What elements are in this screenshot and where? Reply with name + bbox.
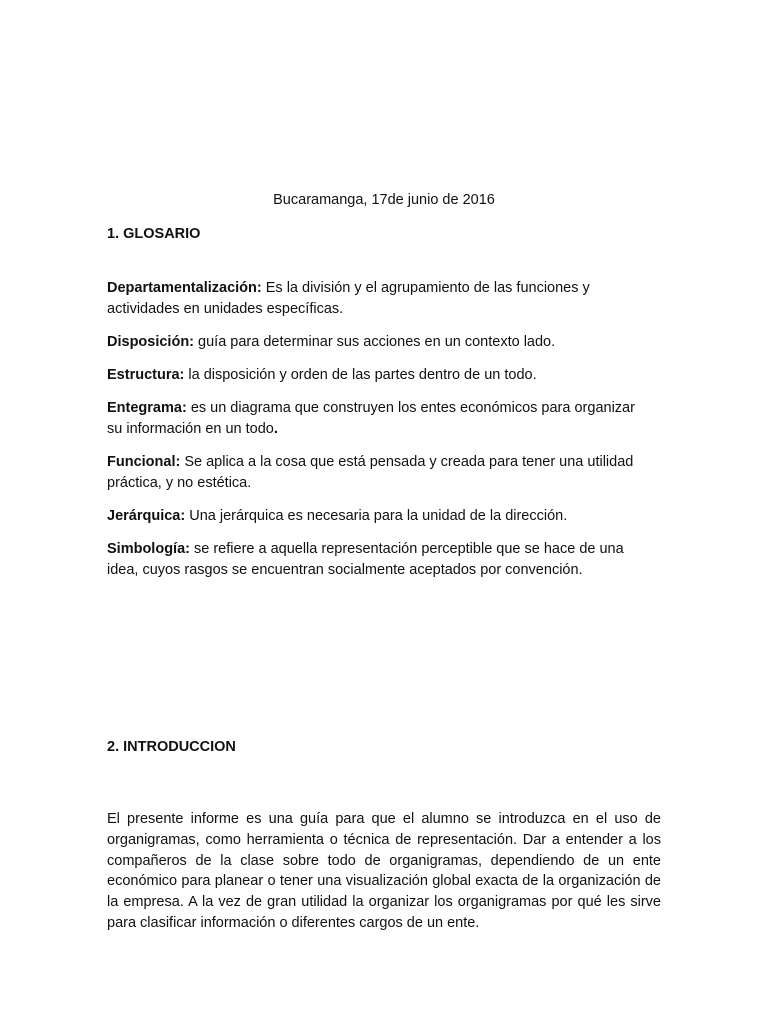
glossary-term: Departamentalización:	[107, 280, 262, 296]
glossary-term: Entegrama:	[107, 400, 187, 416]
glossary-entry-jerarquica	[107, 506, 647, 527]
glossary-entry-entegrama	[107, 398, 647, 440]
date-line: Bucaramanga, 17de junio de 2016	[273, 192, 495, 208]
glossary-term: Estructura:	[107, 367, 185, 383]
glossary-definition: Es la división y el agrupamiento de las funciones y actividades en unidades específicas.	[107, 280, 590, 317]
glossary-definition: Se aplica a la cosa que está pensada y creada para tener una utilidad práctica, y no estética.	[107, 454, 634, 491]
glossary-definition: guía para determinar sus acciones en un contexto lado.	[198, 334, 556, 350]
glossary-list	[107, 278, 647, 593]
glossary-definition: la disposición y orden de las partes dentro de un todo.	[188, 367, 537, 383]
glossary-term: Funcional:	[107, 454, 181, 470]
glossary-entry-funcional	[107, 452, 647, 494]
glossary-definition: Una jerárquica es necesaria para la unidad de la dirección.	[189, 508, 568, 524]
glossary-entry-departamentalizacion	[107, 278, 647, 320]
glossary-term: Jerárquica:	[107, 508, 186, 524]
glossary-entry-simbologia	[107, 539, 647, 581]
glossary-entry-disposicion	[107, 332, 647, 353]
glossary-entry-estructura	[107, 365, 647, 386]
introduction-paragraph: El presente informe es una guía para que el alumno se introduzca en el uso de organigramas, como herramienta o técnica de representación. Dar a entender a los compañeros de la clase sobre todo de organigramas, dependiendo de un ente económico para planear o tener una visualización global exacta de la organización de la empresa. A la vez de gran utilidad la organizar los organigramas por qué les sirve para clasificar información o diferentes cargos de un ente.	[107, 811, 661, 931]
glossary-definition: se refiere a aquella representación perceptible que se hace de una idea, cuyos rasgos se encuentran socialmente aceptados por convención.	[107, 541, 624, 578]
section-heading-glosario: 1. GLOSARIO	[107, 226, 201, 242]
glossary-term: Simbología:	[107, 541, 190, 557]
glossary-term: Disposición:	[107, 334, 195, 350]
glossary-definition: es un diagrama que construyen los entes económicos para organizar su información en un todo	[107, 400, 635, 437]
glossary-trailing-period: .	[273, 421, 278, 437]
section-heading-introduccion: 2. INTRODUCCION	[107, 739, 236, 755]
